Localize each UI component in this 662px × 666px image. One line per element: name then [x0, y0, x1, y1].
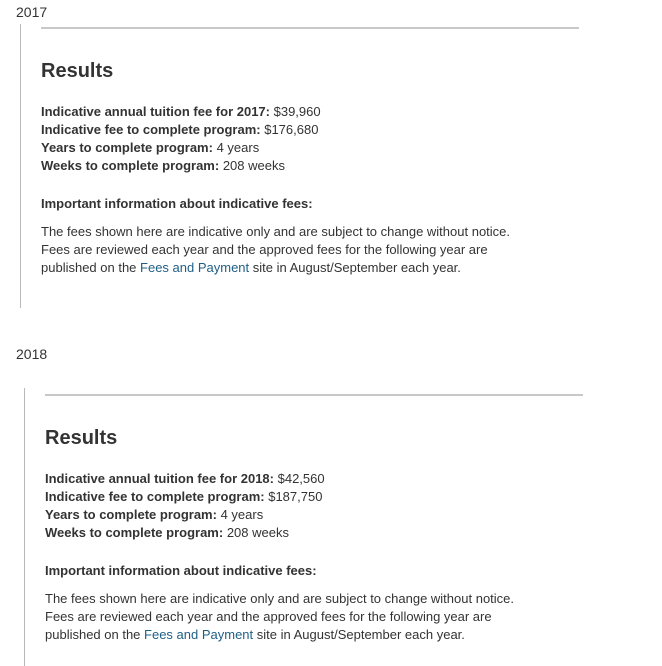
years-line: [41, 139, 259, 157]
info-text-pre: published on the: [41, 260, 141, 275]
info-text-post: site in August/September each year.: [253, 627, 465, 642]
fact-label: Indicative fee to complete program:: [41, 122, 261, 137]
annual-fee-line: [45, 470, 325, 488]
fact-label: Weeks to complete program:: [45, 525, 224, 540]
annual-fee-line: [41, 103, 321, 121]
years-line: [45, 506, 263, 524]
weeks-line: [41, 157, 285, 175]
year-label: 2018: [16, 346, 48, 362]
total-fee-line: [45, 488, 322, 506]
section-divider: [41, 27, 579, 29]
info-line: Fees are reviewed each year and the approved fees for the following year are: [41, 242, 488, 257]
fees-and-payment-link[interactable]: Fees and Payment: [144, 627, 254, 642]
year-label: 2017: [16, 4, 48, 20]
fact-value: 4 years: [216, 507, 264, 522]
fees-and-payment-link[interactable]: Fees and Payment: [140, 260, 250, 275]
fact-label: Indicative fee to complete program:: [45, 489, 265, 504]
fact-value: $176,680: [260, 122, 319, 137]
weeks-line: [45, 524, 289, 542]
fact-value: 4 years: [212, 140, 260, 155]
fact-value: $42,560: [274, 471, 325, 486]
section-left-border: [24, 388, 25, 666]
info-line: [41, 259, 461, 277]
info-heading: Important information about indicative fees:: [41, 196, 313, 211]
total-fee-line: [41, 121, 318, 139]
fact-label: Indicative annual tuition fee for 2017:: [41, 104, 270, 119]
fact-label: Indicative annual tuition fee for 2018:: [45, 471, 274, 486]
fact-value: $187,750: [264, 489, 323, 504]
fact-label: Years to complete program:: [45, 507, 217, 522]
info-heading: Important information about indicative fees:: [45, 563, 317, 578]
fact-value: $39,960: [270, 104, 321, 119]
results-title: Results: [45, 427, 118, 449]
results-title: Results: [41, 60, 114, 82]
info-text-pre: published on the: [45, 627, 145, 642]
section-left-border: [20, 24, 21, 308]
fact-label: Years to complete program:: [41, 140, 213, 155]
fact-value: 208 weeks: [223, 525, 289, 540]
info-line: [45, 626, 465, 644]
fact-value: 208 weeks: [219, 158, 285, 173]
info-line: Fees are reviewed each year and the approved fees for the following year are: [45, 609, 492, 624]
info-line: The fees shown here are indicative only and are subject to change without notice.: [45, 591, 515, 606]
info-text-post: site in August/September each year.: [249, 260, 461, 275]
info-line: The fees shown here are indicative only and are subject to change without notice.: [41, 224, 511, 239]
fact-label: Weeks to complete program:: [41, 158, 220, 173]
section-divider: [45, 394, 583, 396]
